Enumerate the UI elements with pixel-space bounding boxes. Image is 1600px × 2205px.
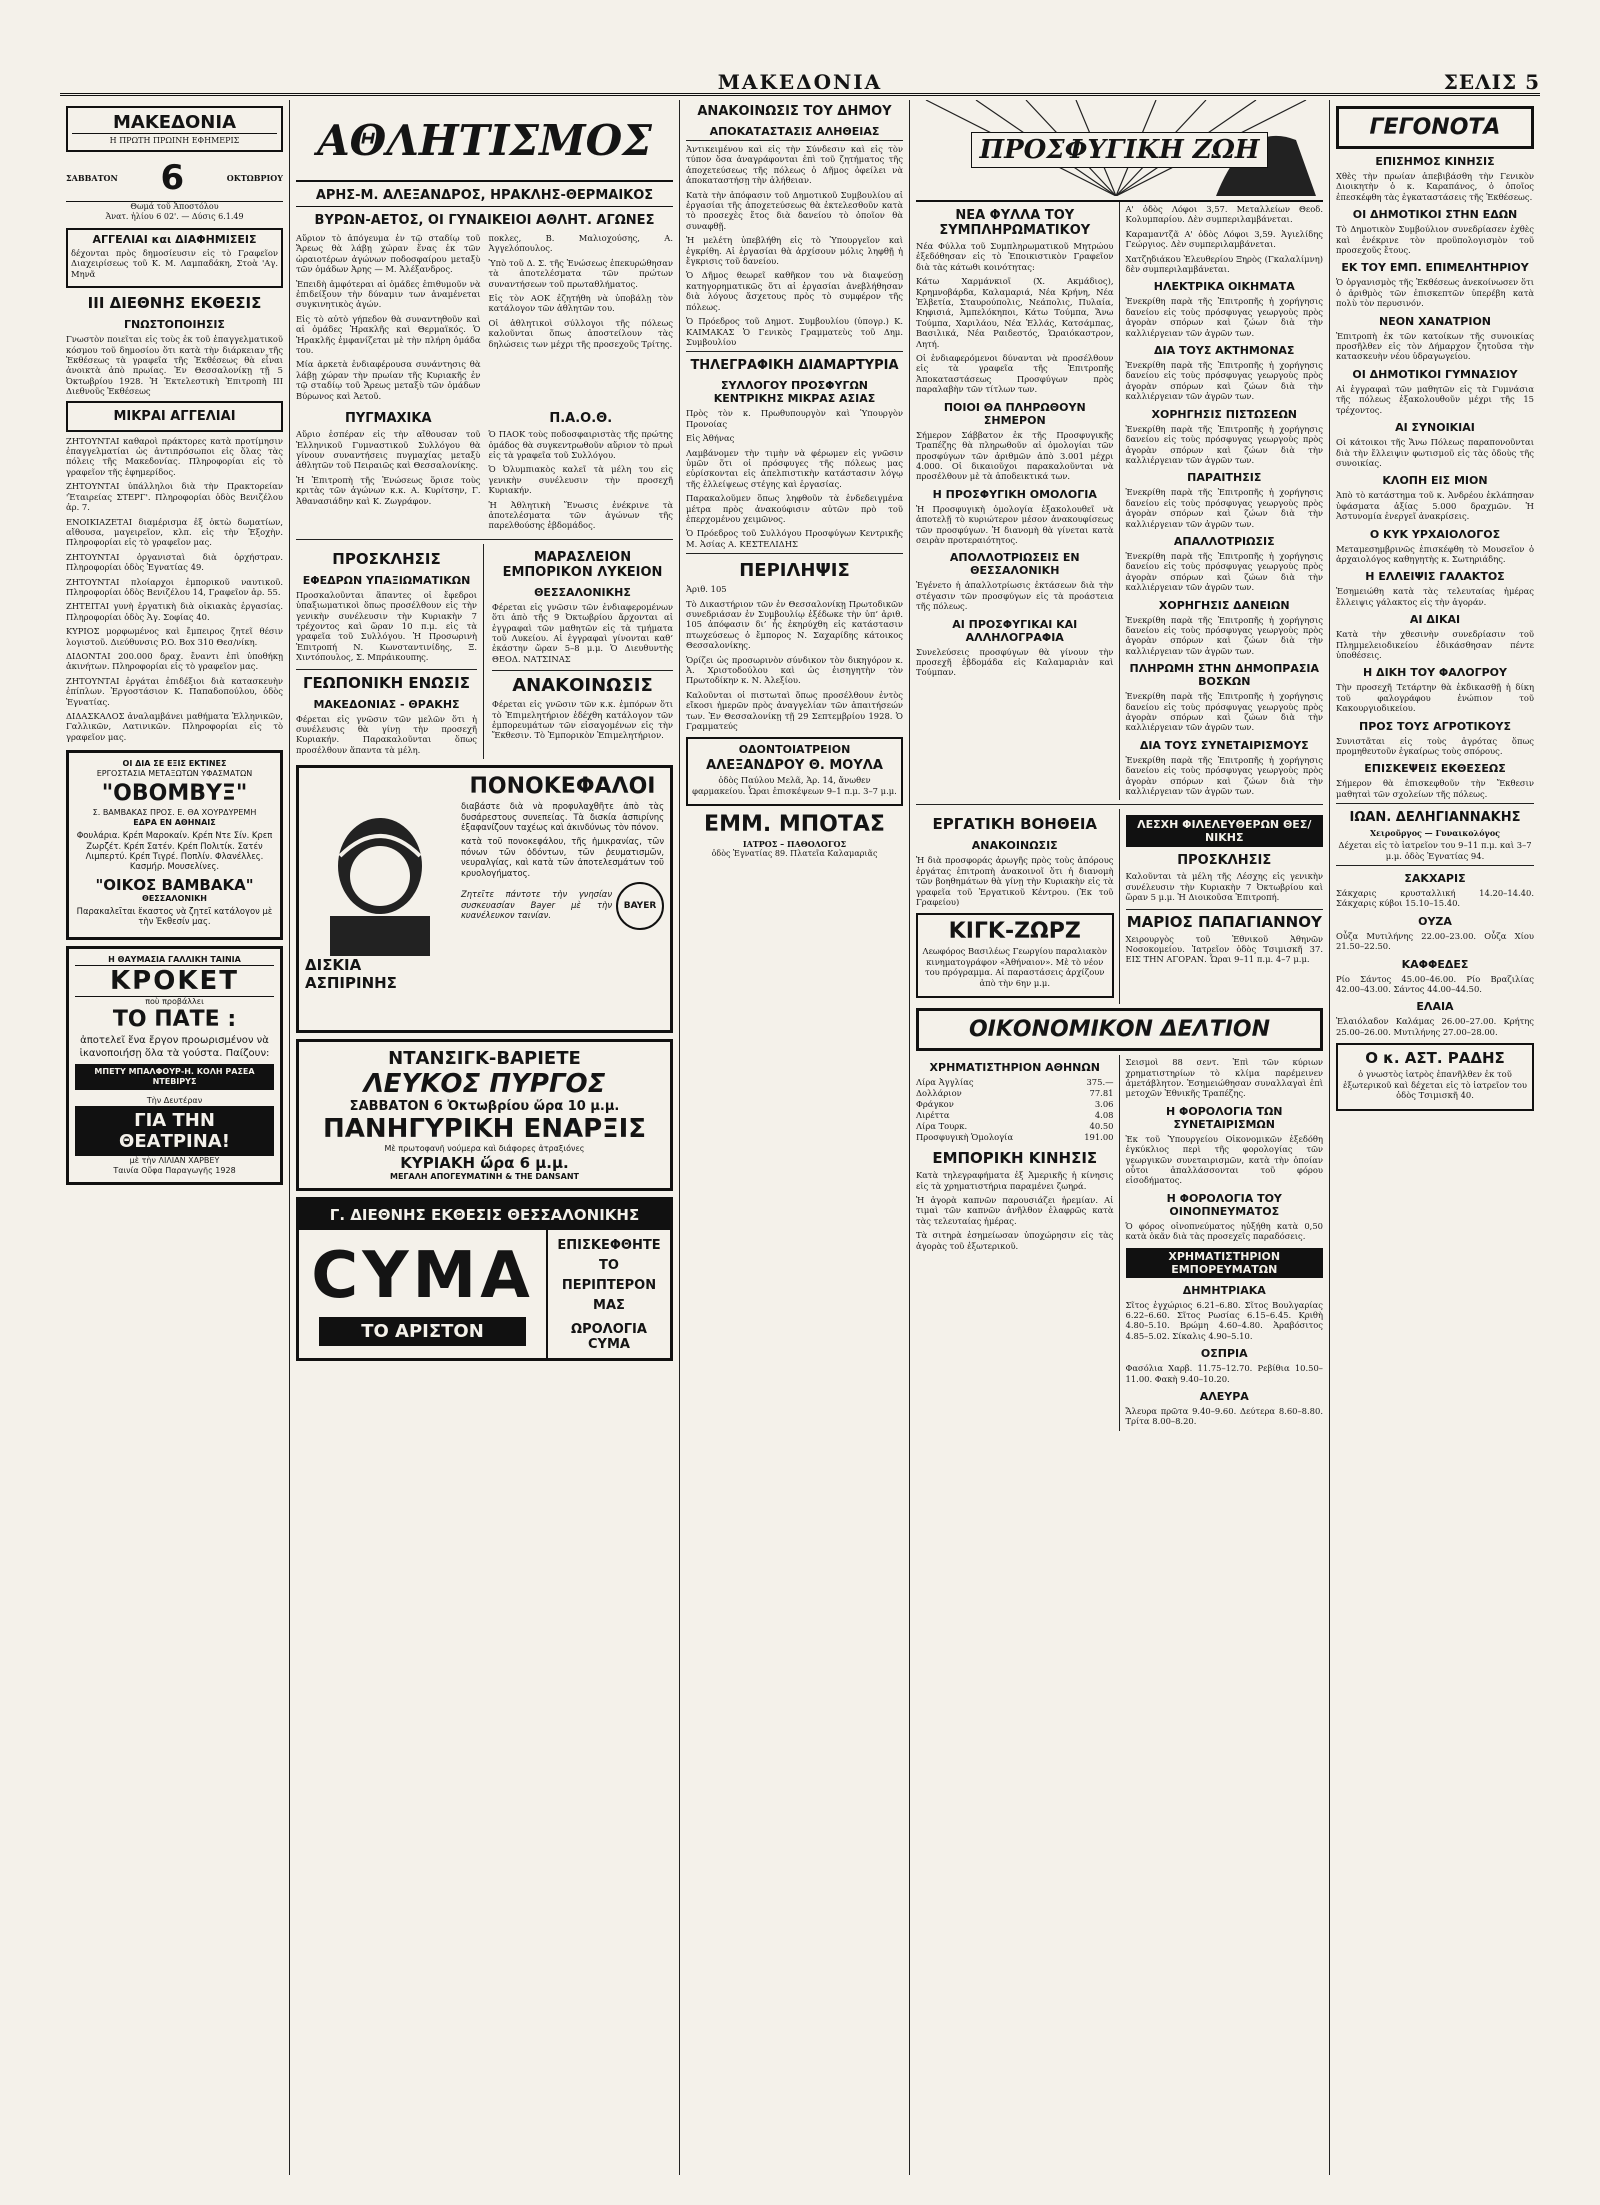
cyma-ad-brand: CYMA xyxy=(311,1238,534,1313)
dancing-ad xyxy=(296,1039,673,1191)
refugee-notice-title: ΠΛΗΡΩΜΗ ΣΤΗΝ ΔΗΜΟΠΡΑΣΙΑ ΒΟΣΚΩΝ xyxy=(1129,662,1319,689)
radis-text: ὁ γνωστὸς ἰατρὸς ἐπανῆλθεν ἐκ τοῦ ἐξωτερικοῦ καὶ δέχεται εἰς τὸ ἰατρεῖον του ὁδὸς Τσιμισκῆ 40. xyxy=(1342,1069,1527,1101)
refugee-notice-title: ΧΟΡΗΓΗΣΙΣ ΠΙΣΤΩΣΕΩΝ xyxy=(1151,407,1298,421)
expropriations-text: Ἐγένετο ἡ ἀπαλλοτρίωσις ἐκτάσεων διὰ τὴν στέγασιν τῶν προσφύγων εἰς τὰ προάστεια τῆς πόλεως. xyxy=(916,580,1114,612)
sports-text-right xyxy=(489,231,674,405)
date-number: 6 xyxy=(160,158,185,198)
film-ad-next-title: ΓΙΑ ΤΗΝ ΘΕΑΤΡΙΝΑ! xyxy=(75,1106,274,1156)
market-section xyxy=(492,544,673,759)
exchange-title: ΧΡΗΜΑΤΙΣΤΗΡΙΟΝ ΑΘΗΝΩΝ xyxy=(929,1061,1100,1075)
flour-title: ΑΛΕΥΡΑ xyxy=(1199,1390,1249,1403)
ads-note-title: ΑΓΓΕΛΙΑΙ και ΔΙΑΦΗΜΙΣΕΙΣ xyxy=(92,233,257,246)
sports-text-left xyxy=(296,231,481,405)
exchange-row xyxy=(916,1110,1114,1121)
exchange-row xyxy=(916,1099,1114,1110)
telegram-paragraph: Λαμβάνομεν τὴν τιμὴν νὰ φέρωμεν εἰς γνῶσιν ὑμῶν ὅτι οἱ πρόσφυγες τῆς πόλεως μας εὑρίσκονται εἰς ἀπελπιστικὴν κατάστασιν λόγῳ τῆς ἐλλείψεως στέγης καὶ ἐργασίας. xyxy=(686,447,903,489)
lyceum-title: ΜΑΡΑΣΛΕΙΟΝ ΕΜΠΟΡΙΚΟΝ ΛΥΚΕΙΟΝ xyxy=(502,549,663,580)
refugee-notice-text: Ἐνεκρίθη παρὰ τῆς Ἐπιτροπῆς ἡ χορήγησις δανείου εἰς τοὺς πρόσφυγας γεωργοὺς πρὸς ἀγορὰν σπόρων καὶ ζώων διὰ τὴν καλλιέργειαν τῶν ἀγρῶν των. xyxy=(1125,487,1323,529)
film-ad-text: ἀποτελεῖ ἕνα ἔργον προωρισμένον νὰ ἱκανοποιήσῃ ὅλα τὰ γούστα. Παίζουν: xyxy=(79,1034,270,1059)
financial-bulletin-header: ΟΙΚΟΝΟΜΙΚΟΝ ΔΕΛΤΙΟΝ xyxy=(916,1008,1323,1051)
price-item-title: ΚΑΦΦΕΔΕΣ xyxy=(1401,957,1469,971)
news-item-title: ΑΙ ΣΥΝΟΙΚΙΑΙ xyxy=(1395,421,1475,435)
saint-day: Θωμά τοῦ Ἀποστόλου xyxy=(130,202,219,211)
price-item-title: ΕΛΑΙΑ xyxy=(1416,1000,1454,1014)
telegram-paragraph: Παρακαλοῦμεν ὅπως ληφθοῦν τὰ ἐνδεδειγμένα μέτρα πρὸς ἀνακούφισιν αὐτῶν πρὸ τοῦ ἐπερχομένου χειμῶνος. xyxy=(686,493,903,524)
news-item-text: Ἐσημειώθη κατὰ τὰς τελευταίας ἡμέρας ἔλλειψις γάλακτος εἰς τὴν ἀγοράν. xyxy=(1336,586,1534,607)
sports-headline-2: ΒΥΡΩΝ-ΑΕΤΟΣ, ΟΙ ΓΥΝΑΙΚΕΙΟΙ ΑΘΛΗΤ. ΑΓΩΝΕΣ xyxy=(314,213,655,228)
commerce-title: ΕΜΠΟΡΙΚΗ ΚΙΝΗΣΙΣ xyxy=(932,1149,1098,1168)
deligiannakis-address: Δέχεται εἰς τὸ ἰατρεῖον του 9–11 π.μ. καὶ 3–7 μ.μ. ὁδὸς Ἐγνατίας 94. xyxy=(1338,840,1532,861)
page-number: ΣΕΛΙΣ 5 xyxy=(1443,70,1540,94)
refugee-correspondence-text: Συνελεύσεις προσφύγων θὰ γίνουν τὴν προσεχῆ ἑβδομάδα εἰς Καλαμαριὰν καὶ Τούμπαν. xyxy=(916,646,1114,678)
boxing-title: ΠΥΓΜΑΧΙΚΑ xyxy=(344,411,432,427)
column-2 xyxy=(290,100,680,2175)
classified-ad: ΖΗΤΟΥΝΤΑΙ ἐργάται ἐπιδέξιοι διὰ κατασκευὴν ἐπίπλων. Ἐργοστάσιον Κ. Παπαδοπούλου, ὁδὸς Ἐγνατίας. xyxy=(66,675,283,707)
news-item-text: Ἀπὸ τὸ κατάστημα τοῦ κ. Ἀνδρέου ἐκλάπησαν ὑφάσματα ἀξίας 5.000 δραχμῶν. Ἡ Ἀστυνομία ἐνεργεῖ ἀνακρίσεις. xyxy=(1336,490,1534,522)
refugee-notice-title: ΧΟΡΗΓΗΣΙΣ ΔΑΝΕΙΩΝ xyxy=(1158,598,1290,612)
boxing-paragraph: Αὔριο ἑσπέραν εἰς τὴν αἴθουσαν τοῦ Ἑλληνικοῦ Γυμναστικοῦ Συλλόγου θὰ γίνουν συναντήσεις πυγμαχίας μεταξὺ ἀθλητῶν τοῦ Πειραιῶς καὶ Θεσσαλονίκης. xyxy=(296,429,481,471)
municipal-paragraph: Ὁ Πρόεδρος τοῦ Δημοτ. Συμβουλίου (ὑπογρ.) Κ. ΚΑΙΜΑΚΑΣ Ὁ Γενικὸς Γραμματεὺς τοῦ Δημ. Συμβουλίου xyxy=(686,316,903,347)
refugee-notices xyxy=(1126,280,1324,796)
telegram-paragraph: Πρὸς τὸν κ. Πρωθυπουργὸν καὶ Ὑπουργὸν Προνοίας xyxy=(686,408,903,429)
lyceum-subtitle: ΘΕΣΣΑΛΟΝΙΚΗΣ xyxy=(534,585,631,599)
news-item-text: Σήμερον θὰ ἐπισκεφθοῦν τὴν Ἔκθεσιν μαθηταὶ τῶν σχολείων τῆς πόλεως. xyxy=(1336,778,1534,799)
sports-headline-1: ΑΡΗΣ-Μ. ΑΛΕΞΑΝΔΡΟΣ, ΗΡΑΚΛΗΣ-ΘΕΡΜΑΙΚΟΣ xyxy=(296,188,673,207)
exchange-row xyxy=(916,1077,1114,1088)
exchange-currency: Λιρέττα xyxy=(916,1110,950,1121)
pao-section xyxy=(489,405,674,535)
commerce-paragraph: Τὰ σιτηρὰ ἐσημείωσαν ὑποχώρησιν εἰς τὰς ἀγορὰς τοῦ ἐξωτερικοῦ. xyxy=(916,1230,1114,1251)
paper-tagline: Η ΠΡΩΤΗ ΠΡΩΙΝΗ ΕΦΗΜΕΡΙΣ xyxy=(72,133,277,146)
refugee-section xyxy=(916,202,1323,800)
telegram-subtitle: ΣΥΛΛΟΓΟΥ ΠΡΟΣΦΥΓΩΝ ΚΕΝΤΡΙΚΗΣ ΜΙΚΡΑΣ ΑΣΙΑΣ xyxy=(713,379,876,406)
geo-title: ΓΕΩΠΟΝΙΚΗ ΕΝΩΣΙΣ xyxy=(296,669,477,692)
new-leaves-text-right xyxy=(1126,204,1324,274)
classified-ad: ΚΥΡΙΟΣ μορφωμένος καὶ ἔμπειρος ζητεῖ θέσιν λογιστοῦ. Διεύθυνσις P.O. Box 310 Θεσ/νίκη. xyxy=(66,626,283,647)
new-leaves-paragraph: Νέα Φύλλα τοῦ Συμπληρωματικοῦ Μητρώου ἐξεδόθησαν εἰς τὸ Ἐποικιστικὸν Γραφεῖον διὰ τὰς κάτωθι κοινότητας: xyxy=(916,241,1114,272)
news-item-text: Κατὰ τὴν χθεσινὴν συνεδρίασιν τοῦ Πλημμελειοδικείου ἐδικάσθησαν πέντε ὑποθέσεις. xyxy=(1336,629,1534,660)
lyceum-text: Φέρεται εἰς γνῶσιν τῶν ἐνδιαφερομένων ὅτι ἀπὸ τῆς 9 Ὀκτωβρίου ἄρχονται αἱ ἐγγραφαὶ τῶν μαθητῶν εἰς τὰ τμήματα τοῦ Λυκείου. Αἱ ἐγγραφαὶ γίνονται καθ’ ἑκάστην ὥραν 5–8 μ.μ. Ὁ Διευθυντὴς ΘΕΟΔ. ΝΑΤΣΙΝΑΣ xyxy=(492,601,673,664)
boxing-section xyxy=(296,405,481,535)
cyma-ad xyxy=(296,1197,673,1361)
news-item-text: Χθὲς τὴν πρωίαν ἀπεβιβάσθη τὴν Γενικὸν Διοικητὴν ὁ κ. Καραπάνος, ὁ ὁποῖος ἐπεσκέφθη τὰς ἐγκαταστάσεις τῆς Ἐκθέσεως. xyxy=(1336,171,1534,202)
ads-note-box xyxy=(66,228,283,288)
pao-paragraph: Ὁ Ὀλυμπιακὸς καλεῖ τὰ μέλη του εἰς γενικὴν συνέλευσιν τὴν προσεχῆ Κυριακήν. xyxy=(488,464,673,496)
film-ad xyxy=(66,946,283,1185)
date-box xyxy=(66,158,283,202)
municipal-paragraph: Κατὰ τὴν ἀπόφασιν τοῦ Δημοτικοῦ Συμβουλίου αἱ ἐργασίαι τῆς ἀποχετεύσεως θὰ ἐκτελεσθοῦν κατὰ τὸ προσεχὲς ἔτος διὰ δανείου τὸ ὁποῖον θὰ συναφθῇ. xyxy=(686,189,903,231)
new-leaves-paragraph: Καραμαντζᾶ Α' ὁδὸς Λόφοι 3,59. Ἀγιελίδης Γεώργιος. Δὲν συμπεριλαμβάνεται. xyxy=(1125,228,1323,250)
silk-ad-line4: ΕΔΡΑ ΕΝ ΑΘΗΝΑΙΣ xyxy=(133,818,216,828)
municipal-announcement-text xyxy=(686,144,903,347)
summary-title: ΠΕΡΙΛΗΨΙΣ xyxy=(739,560,850,582)
news-header: ΓΕΓΟΝΟΤΑ xyxy=(1336,106,1534,149)
bayer-cross-icon: BAYER xyxy=(616,882,664,930)
refugee-notice-text: Ἐνεκρίθη παρὰ τῆς Ἐπιτροπῆς ἡ χορήγησις δανείου εἰς τοὺς πρόσφυγας γεωργοὺς πρὸς ἀγορὰν σπόρων καὶ ζώων διὰ τὴν καλλιέργειαν τῶν ἀγρῶν των. xyxy=(1125,360,1323,402)
dancing-ad-event: ΠΑΝΗΓΥΡΙΚΗ ΕΝΑΡΞΙΣ xyxy=(322,1114,647,1145)
price-item-text: Οὖζα Μυτιλήνης 22.00–23.00. Οὖζα Χίου 21.50–22.50. xyxy=(1336,930,1534,952)
refugee-notice-text: Ἐνεκρίθη παρὰ τῆς Ἐπιτροπῆς ἡ χορήγησις δανείου εἰς τοὺς πρόσφυγας γεωργοὺς πρὸς ἀγορὰν σπόρων καὶ ζώων διὰ τὴν καλλιέργειαν τῶν ἀγρῶν των. xyxy=(1125,691,1323,733)
classified-ad: ΖΗΤΟΥΝΤΑΙ πλοίαρχοι ἐμπορικοῦ ναυτικοῦ. Πληροφορίαι ὁδὸς Βενιζέλου 14, Γραφεῖον ἀρ. 55. xyxy=(66,576,283,597)
commerce-paragraph: Κατὰ τηλεγραφήματα ἐξ Ἀμερικῆς ἡ κίνησις εἰς τὰ χρηματιστήρια παραμένει ζωηρά. xyxy=(916,1170,1114,1191)
exchange-currency: Φράγκον xyxy=(916,1099,954,1110)
announcement-title: ΑΝΑΚΟΙΝΩΣΙΣ xyxy=(492,670,673,696)
exchange-rate: 375.— xyxy=(1086,1077,1114,1088)
exchange-table xyxy=(916,1077,1114,1143)
aspirin-ad-copy xyxy=(461,774,664,1024)
film-ad-venue: ΤΟ ΠΑΤΕ : xyxy=(112,1006,237,1032)
today-payments-text: Σήμερον Σάββατον ἐκ τῆς Προσφυγικῆς Τραπέζης θὰ πληρωθοῦν αἱ ὁμολογίαι τῶν προσφύγων τῶν ἀριθμῶν ἀπὸ 3.001 μέχρι 4.000. Οἱ δικαιοῦχοι παρακαλοῦνται νὰ προσέλθουν μὲ τὰ ἀποδεικτικά των. xyxy=(916,429,1114,482)
dancing-ad-sunday: ΚΥΡΙΑΚΗ ὥρα 6 μ.μ. xyxy=(400,1154,569,1173)
exchange-currency: Λίρα Ἀγγλίας xyxy=(916,1077,974,1088)
king-george-title: ΚΙΓΚ-ΖΩΡΖ xyxy=(948,919,1081,945)
sports-paragraph: Εἰς τὸ αὐτὸ γήπεδον θὰ συναντηθοῦν καὶ αἱ ὁμάδες Ἡρακλῆς καὶ Θερμαϊκός. Ὁ Ἡρακλῆς ἐμφανίζεται μὲ τὴν πλήρη ὁμάδα του. xyxy=(296,313,481,356)
pao-title: Π.Α.Ο.Θ. xyxy=(549,411,613,427)
silk-ad-line1: ΟΙ ΔΙΑ ΣΕ ΕΞΙΣ ΕΚΤΙΝΕΣ xyxy=(122,759,227,769)
refugee-notice-title: ΗΛΕΚΤΡΙΚΑ ΟΙΚΗΜΑΤΑ xyxy=(1153,280,1295,294)
refugee-notice-title: ΑΠΑΛΛΟΤΡΙΩΣΙΣ xyxy=(1173,534,1275,548)
doctor-ad xyxy=(686,812,903,859)
news-item-title: ΟΙ ΔΗΜΟΤΙΚΟΙ ΓΥΜΝΑΣΙΟΥ xyxy=(1352,367,1518,381)
column-5 xyxy=(1330,100,1540,2175)
cyma-ad-header: Γ. ΔΙΕΘΝΗΣ ΕΚΘΕΣΙΣ ΘΕΣΣΑΛΟΝΙΚΗΣ xyxy=(299,1200,670,1230)
sun-times: Ἀνατ. ἡλίου 6 02'. — Δύσις 6.1.49 xyxy=(105,212,244,221)
price-item-title: ΟΥΖΑ xyxy=(1418,914,1452,928)
date-day: ΣΑΒΒΑΤΟΝ xyxy=(66,173,118,183)
aspirin-ad-illustration xyxy=(305,774,455,1024)
cereals-text: Σῖτος ἐγχώριος 6.21–6.80. Σῖτος Βουλγαρίας 6.22–6.60. Σῖτος Ρωσίας 6.15–6.45. Κριθὴ 4.80–5.10. Βρώμη 4.60–4.80. Ἀραβόσιτος 4.85–5.02. Σίκαλις 4.90–5.10. xyxy=(1125,1299,1323,1341)
news-item-title: ΕΠΙΣΗΜΟΣ ΚΙΝΗΣΙΣ xyxy=(1375,155,1495,168)
refugee-notice-text: Ἐνεκρίθη παρὰ τῆς Ἐπιτροπῆς ἡ χορήγησις δανείου εἰς τοὺς πρόσφυγας γεωργοὺς πρὸς ἀγορὰν σπόρων καὶ ζώων διὰ τὴν καλλιέργειαν τῶν ἀγρῶν των. xyxy=(1125,754,1323,797)
summary-paragraph: Ἀριθ. 105 xyxy=(686,584,727,595)
telegram-text xyxy=(686,408,903,549)
refugee-bond-text: Ἡ Προσφυγικὴ ὁμολογία ἐξακολουθεῖ νὰ ἀποτελῇ τὸ κυριώτερον μέσον ἀνακουφίσεως τῶν προσφύγων. Ἡ διανομὴ θὰ γίνεται κατὰ σειρὰν προτεραιότητος. xyxy=(916,503,1114,545)
aspirin-ad-slogan: Ζητεῖτε πάντοτε τὴν γνησίαν συσκευασίαν Bayer μὲ τὴν κυανέλευκον ταινίαν. xyxy=(461,889,612,921)
summary-paragraph: Τὸ Δικαστήριον τῶν ἐν Θεσσαλονίκῃ Πρωτοδικῶν συνεδριάσαν ἐν Συμβουλίῳ ἐξέδωκε τὴν ὑπ’ ἀριθ. 105 ἀπόφασιν δι’ ἧς ἐκηρύχθη εἰς κατάστασιν πτωχεύσεως ὁ ἔμπορος Ν. Σαχαρίδης κάτοικος Θεσσαλονίκης. xyxy=(686,598,903,651)
exchange-rate: 77.81 xyxy=(1089,1088,1114,1099)
dentist-name: ΑΛΕΞΑΝΔΡΟΥ Θ. ΜΟΥΛΑ xyxy=(706,758,883,774)
refugee-notice-text: Ἐνεκρίθη παρὰ τῆς Ἐπιτροπῆς ἡ χορήγησις δανείου εἰς τοὺς πρόσφυγας γεωργοὺς πρὸς ἀγορὰν σπόρων καὶ ζώων διὰ τὴν καλλιέργειαν τῶν ἀγρῶν των. xyxy=(1125,423,1323,465)
masthead-title: ΜΑΚΕΔΟΝΙΑ xyxy=(717,69,883,94)
geo-subtitle: ΜΑΚΕΔΟΝΙΑΣ - ΘΡΑΚΗΣ xyxy=(313,697,460,711)
municipal-announcement-sub: ΑΠΟΚΑΤΑΣΤΑΣΙΣ ΑΛΗΘΕΙΑΣ xyxy=(686,125,903,141)
classified-ad: ΖΗΤΟΥΝΤΑΙ ὑπάλληλοι διὰ τὴν Πρακτορείαν 'Ἐταιρείας ΣΤΕΡΓ'. Πληροφορίαι ὁδὸς Βενιζέλου ἀρ. 7. xyxy=(66,481,283,513)
sports-paragraph: Ὑπὸ τοῦ Δ. Σ. τῆς Ἑνώσεως ἐπεκυρώθησαν τὰ ἀποτελέσματα τῶν πρώτων συναντήσεων τοῦ πρωταθλήματος. xyxy=(488,257,673,289)
price-item-text: Ρίο Σάντος 45.00–46.00. Ρίο Βραζιλίας 42.00–43.00. Σάντος 44.00–44.50. xyxy=(1336,973,1534,995)
cyma-ad-best: ΤΟ ΑΡΙΣΤΟΝ xyxy=(319,1317,526,1346)
spirits-tax-text: Ὁ φόρος οἰνοπνεύματος ηὐξήθη κατὰ 0,50 κατὰ ὀκᾶν διὰ τὰς προσεχεῖς παραδόσεις. xyxy=(1125,1220,1323,1242)
cyma-ad-watches: ΩΡΟΛΟΓΙΑ CYMA xyxy=(571,1322,647,1353)
exchange-rate: 3.06 xyxy=(1094,1099,1114,1110)
legumes-text: Φασόλια Χαρβ. 11.75–12.70. Ρεβίθια 10.50–11.00. Φακὴ 9.40–10.20. xyxy=(1125,1363,1323,1384)
coop-tax-title: Η ΦΟΡΟΛΟΓΙΑ ΤΩΝ ΣΥΝΕΤΑΙΡΙΣΜΩΝ xyxy=(1165,1104,1283,1131)
dentist-address: ὁδὸς Παύλου Μελᾶ, Ἀρ. 14, ἄνωθεν φαρμακείου. Ὧραι ἐπισκέψεων 9–1 π.μ. 3–7 μ.μ. xyxy=(692,775,897,796)
liberals-club-subtitle: ΠΡΟΣΚΛΗΣΙΣ xyxy=(1177,853,1272,869)
column-4 xyxy=(910,100,1330,2175)
aspirin-ad xyxy=(296,765,673,1033)
silk-ad-city: ΘΕΣΣΑΛΟΝΙΚΗ xyxy=(142,893,207,903)
silk-factory-ad xyxy=(66,750,283,939)
doctor-name: ΕΜΜ. ΜΠΟΤΑΣ xyxy=(704,812,885,838)
film-ad-title: ΚΡΟΚΕΤ xyxy=(75,965,274,997)
dentist-title: ΟΔΟΝΤΟΙΑΤΡΕΙΟΝ xyxy=(738,743,851,757)
refugee-bond-title: Η ΠΡΟΣΦΥΓΙΚΗ ΟΜΟΛΟΓΙΑ xyxy=(932,487,1097,501)
aspirin-ad-text: διαβάστε διὰ νὰ προφυλαχθῆτε ἀπὸ τὰς δυσάρεστους συνεπείας. Τὰ δισκία ἀσπιρίνης ἐξαφανίζουν ταχέως καὶ ἀκινδύνως τὸν πόνον. xyxy=(461,801,664,833)
refugee-notice-text: Ἐνεκρίθη παρὰ τῆς Ἐπιτροπῆς ἡ χορήγησις δανείου εἰς τοὺς πρόσφυγας γεωργοὺς πρὸς ἀγορὰν σπόρων καὶ ζώων διὰ τὴν καλλιέργειαν τῶν ἀγρῶν των. xyxy=(1125,296,1323,338)
invitation-text: Προσκαλοῦνται ἅπαντες οἱ ἔφεδροι ὑπαξιωματικοὶ ὅπως προσέλθουν εἰς τὴν γενικὴν συνέλευσιν τὴν Κυριακὴν 7 τρέχοντος καὶ ὥραν 10 π.μ. εἰς τὰ γραφεῖα τοῦ Συλλόγου. Ἡ Προσωρινὴ Ἐπιτροπή Ν. Κωνσταντινίδης, Ξ. Χιντόπουλος, Σ. Μπράικουπης. xyxy=(296,589,477,663)
summary-paragraph: Καλοῦνται οἱ πιστωταὶ ὅπως προσέλθουν ἐντὸς εἴκοσι ἡμερῶν πρὸς ἀναγγελίαν τῶν ἀπαιτήσεών των. Ἐν Θεσσαλονίκῃ τῇ 29 Σεπτεμβρίου 1928. Ὁ Γραμματεύς xyxy=(686,689,903,732)
notices-row xyxy=(296,544,673,759)
aspirin-ad-title: ΠΟΝΟΚΕΦΑΛΟΙ xyxy=(469,774,656,800)
news-item-title: ΚΛΟΠΗ ΕΙΣ ΜΙΟΝ xyxy=(1382,474,1488,488)
summary-text xyxy=(686,584,903,731)
news-item-title: ΝΕΟΝ ΧΑΝΑΤΡΙΟΝ xyxy=(1378,314,1492,328)
film-ad-sub: ποὺ προβάλλει xyxy=(145,996,204,1006)
telegram-paragraph: Ὁ Πρόεδρος τοῦ Συλλόγου Προσφύγων Κεντρικῆς Μ. Ἀσίας Α. ΚΕΣΤΕΛΙΔΗΣ xyxy=(686,528,903,549)
cereals-title: ΔΗΜΗΤΡΙΑΚΑ xyxy=(1182,1283,1266,1297)
radis-name: Ο κ. ΑΣΤ. ΡΑΔΗΣ xyxy=(1365,1049,1505,1068)
column-1 xyxy=(60,100,290,2175)
silk-ad-brand: "ΟΒΟΜΒΥΞ" xyxy=(101,781,248,807)
exchange-currency: Προσφυγικὴ Ὁμολογία xyxy=(916,1132,1014,1143)
dentist-ad xyxy=(686,737,903,806)
marios-text: Χειρουργὸς τοῦ Ἐθνικοῦ Ἀθηνῶν Νοσοκομείου. Ἰατρεῖον ὁδὸς Τσιμισκῆ 37. ΕΙΣ ΤΗΝ ΑΓΟΡΑΝ. Ὧραι 9–11 π.μ. 4–7 μ.μ. xyxy=(1125,933,1323,965)
sports-paragraph: Εἰς τὸν ΑΟΚ ἐζητήθη νὰ ὑποβάλῃ τὸν κατάλογον τῶν ἀθλητῶν του. xyxy=(488,293,673,314)
classified-ad: ΔΙΔΟΝΤΑΙ 200.000 δραχ. ἔναντι ἐπὶ ὑποθήκῃ ἀκινήτων. Πληροφορίαι εἰς τὸ γραφεῖον μας. xyxy=(66,650,283,672)
silk-ad-shop: "ΟΙΚΟΣ ΒΑΜΒΑΚΑ" xyxy=(95,875,254,894)
announcement-text: Φέρεται εἰς γνῶσιν τῶν κ.κ. ἐμπόρων ὅτι τὸ Ἐπιμελητήριον ἐδέχθη κατάλογον τῶν ἐμπορευμάτων τῶν εἰσαγομένων εἰς τὴν Ἔκθεσιν. Τὸ Ἐμπορικὸν Ἐπιμελητήριον. xyxy=(492,699,673,741)
refugee-life-logo xyxy=(916,100,1323,202)
marios-title: ΜΑΡΙΟΣ ΠΑΠΑΓΙΑΝΝΟΥ xyxy=(1126,909,1324,931)
liberals-club-text: Καλοῦνται τὰ μέλη τῆς Λέσχης εἰς γενικὴν συνέλευσιν τὴν Κυριακὴν 7 Ὀκτωβρίου καὶ ὥραν 5 μ.μ. Ἡ Διοικοῦσα Ἐπιτροπή. xyxy=(1125,871,1323,903)
municipal-paragraph: Ὁ Δῆμος θεωρεῖ καθῆκον του νὰ διαψεύσῃ κατηγορηματικῶς ὅτι αἱ ἐργασίαι ἀνεβλήθησαν διὰ λόγους ἄσχετους πρὸς τὸ συμφέρον τῆς πόλεως. xyxy=(686,270,903,312)
invitation-subtitle: ΕΦΕΔΡΩΝ ΥΠΑΞΙΩΜΑΤΙΚΩΝ xyxy=(302,573,471,587)
financial-section xyxy=(916,1055,1323,1431)
telegram-paragraph: Εἰς Ἀθήνας xyxy=(686,433,735,444)
pao-text xyxy=(489,429,674,531)
expo-subtitle: ΓΝΩΣΤΟΠΟΙΗΣΙΣ xyxy=(124,318,225,332)
summary-paragraph: Ὁρίζει ὡς προσωρινὸν σύνδικον τὸν δικηγόρον κ. Ἀ. Χριστοδούλου καὶ ὡς ἐισηγητὴν τὸν Πρωτοδίκην κ. Ν. Ἀλεξίου. xyxy=(686,654,903,686)
exchange-row xyxy=(916,1121,1114,1132)
cyma-ad-visit: ΕΠΙΣΚΕΦΘΗΤΕ ΤΟ ΠΕΡΙΠΤΕΡΟΝ ΜΑΣ xyxy=(557,1238,661,1314)
film-ad-next-note: Ταινία Οὔφα Παραγωγῆς 1928 xyxy=(113,1165,236,1175)
deligiannakis-specialty: Χειροῦργος — Γυναικολόγος xyxy=(1369,828,1501,839)
film-ad-next-cast: μὲ τὴν ΛΙΛΙΑΝ ΧΑΡΒΕΥ xyxy=(129,1155,220,1165)
geo-text: Φέρεται εἰς γνῶσιν τῶν μελῶν ὅτι ἡ συνέλευσις θὰ γίνῃ τὴν προσεχῆ Κυριακήν. Παρακαλοῦνται ὅπως προσέλθουν ἅπαντα τὰ μέλη. xyxy=(296,713,477,755)
exchange-rate: 191.00 xyxy=(1084,1132,1114,1143)
news-item-title: ΕΠΙΣΚΕΨΕΙΣ ΕΚΘΕΣΕΩΣ xyxy=(1364,762,1506,776)
refugee-notice-title: ΠΑΡΑΙΤΗΣΙΣ xyxy=(1187,471,1262,485)
radis-notice xyxy=(1336,1043,1534,1110)
doctor-address: ὁδὸς Ἐγνατίας 89. Πλατεῖα Καλαμαριᾶς xyxy=(711,849,878,859)
classified-ad: ΕΝΟΙΚΙΑΖΕΤΑΙ διαμέρισμα ἐξ ὀκτὼ δωματίων, αἴθουσα, μαγειρεῖον, κλπ. εἰς τὴν Ἐξοχὴν. Πληροφορίαι εἰς τὸ γραφεῖον μας. xyxy=(66,516,283,548)
film-ad-cast: ΜΠΕΤΥ ΜΠΑΛΦΟΥΡ-Η. ΚΟΛΗ ΡΑΣΕΑ ΝΤΕΒΙΡΥΣ xyxy=(75,1064,274,1090)
refugee-life-title: ΠΡΟΣΦΥΓΙΚΗ ΖΩΗ xyxy=(971,132,1269,168)
news-item-text: Ὁ ὀργανισμὸς τῆς Ἐκθέσεως ἀνεκοίνωσεν ὅτι ὁ ἀριθμὸς τῶν ἐπισκεπτῶν ὑπερέβη κατὰ πολὺ τὸν περυσινόν. xyxy=(1336,277,1534,309)
film-ad-line: Η ΘΑΥΜΑΣΙΑ ΓΑΛΛΙΚΗ ΤΑΙΝΙΑ xyxy=(108,954,241,964)
workers-aid-subtitle: ΑΝΑΚΟΙΝΩΣΙΣ xyxy=(971,839,1058,853)
price-item-text: Σάκχαρις κρυσταλλική 14.20–14.40. Σάκχαρις κύβοι 15.10–15.40. xyxy=(1336,888,1534,909)
spirits-tax-title: Η ΦΟΡΟΛΟΓΙΑ ΤΟΥ ΟΙΝΟΠΝΕΥΜΑΤΟΣ xyxy=(1166,1191,1282,1218)
classified-ad: ΔΙΔΑΣΚΑΛΟΣ ἀναλαμβάνει μαθήματα Ἑλληνικῶν, Γαλλικῶν, Λατινικῶν. Πληροφορίαι εἰς τὸ γραφεῖον μας. xyxy=(66,711,283,742)
news-items xyxy=(1336,155,1534,799)
news-item-text: Αἱ ἐγγραφαὶ τῶν μαθητῶν εἰς τὰ Γυμνάσια τῆς πόλεως ἐξακολουθοῦν μέχρι τῆς 15 τρέχοντος. xyxy=(1336,383,1534,415)
dancing-ad-name: ΝΤΑΝΣΙΓΚ-ΒΑΡΙΕΤΕ xyxy=(388,1048,581,1070)
refugee-correspondence-title: ΑΙ ΠΡΟΣΦΥΓΙΚΑΙ ΚΑΙ ΑΛΛΗΛΟΓΡΑΦΙΑ xyxy=(952,617,1078,644)
aspirin-ad-brand: ΔΙΣΚΙΑ ΑΣΠΙΡΙΝΗΣ xyxy=(305,956,397,993)
today-payments-title: ΠΟΙΟΙ ΘΑ ΠΛΗΡΩΘΟΥΝ ΣΗΜΕΡΟΝ xyxy=(943,400,1086,427)
exchange-currency: Δολλάριον xyxy=(916,1088,962,1099)
news-item-title: ΕΚ ΤΟΥ ΕΜΠ. ΕΠΙΜΕΛΗΤΗΡΙΟΥ xyxy=(1341,261,1529,275)
news-item-title: ΟΙ ΔΗΜΟΤΙΚΟΙ ΣΤΗΝ ΕΔΩΝ xyxy=(1352,208,1518,222)
commodities-title: ΧΡΗΜΑΤΙΣΤΗΡΙΟΝ ΕΜΠΟΡΕΥΜΑΤΩΝ xyxy=(1126,1248,1324,1278)
headache-man-icon xyxy=(310,806,450,956)
expropriations-title: ΑΠΟΛΛΟΤΡΙΩΣΕΙΣ ΕΝ ΘΕΣΣΑΛΟΝΙΚΗ xyxy=(949,551,1080,578)
news-item-title: ΑΙ ΔΙΚΑΙ xyxy=(1409,613,1461,627)
news-item-text: Τὴν προσεχῆ Τετάρτην θὰ ἐκδικασθῇ ἡ δίκη τοῦ φαλογράφου ἐνώπιον τοῦ Κακουργιοδικείου. xyxy=(1336,682,1534,714)
telegram-title: ΤΗΛΕΓΡΑΦΙΚΗ ΔΙΑΜΑΡΤΥΡΙΑ xyxy=(690,358,899,374)
sports-paragraph: Μία ἀρκετὰ ἐνδιαφέρουσα συνάντησις θὰ λάβῃ χώραν τὴν πρωίαν τῆς Κυριακῆς ἐν τῷ σταδίῳ τοῦ Ἄρεως μεταξὺ τῶν ὁμάδων Βύρωνος καὶ Ἀετοῦ. xyxy=(296,359,481,401)
new-leaves-paragraph: Χατζηδιάκου Ἐλευθερίου Ξηρὸς (Γκαλαλίμνη) δὲν συμπεριλαμβάνεται. xyxy=(1125,253,1323,275)
silk-ad-line2: ΕΡΓΟΣΤΑΣΙΑ ΜΕΤΑΞΩΤΩΝ ΥΦΑΣΜΑΤΩΝ xyxy=(96,769,253,779)
refugee-notice-title: ΔΙΑ ΤΟΥΣ ΑΚΤΗΜΟΝΑΣ xyxy=(1154,344,1295,358)
flour-text: Ἄλευρα πρῶτα 9.40–9.60. Δεύτερα 8.60–8.80. Τρίτα 8.00–8.20. xyxy=(1125,1406,1323,1427)
classified-ad: ΖΗΤΕΙΤΑΙ γυνὴ ἐργατικὴ διὰ οἰκιακὰς ἐργασίας. Πληροφορίαι ὁδὸς Ἁγ. Σοφίας 40. xyxy=(66,601,283,622)
legumes-title: ΟΣΠΡΙΑ xyxy=(1200,1347,1248,1361)
sports-paragraph: ποκλες, Β. Μαλιοχούσης, Α. Ἀγγελόπουλος. xyxy=(488,233,673,254)
new-leaves-paragraph: Α' ὁδὸς Λόφοι 3,57. Μεταλλείων Θεοδ. Κολυμπαρίου. Δὲν συμπεριλαμβάνεται. xyxy=(1125,204,1323,225)
commerce-text xyxy=(916,1170,1114,1251)
price-item-title: ΣΑΚΧΑΡΙΣ xyxy=(1404,872,1466,886)
sports-columns xyxy=(296,231,673,405)
column-3 xyxy=(680,100,910,2175)
workers-aid-text: Ἡ διὰ προσφοράς ἀρωγῆς πρὸς τοὺς ἀπόρους ἐργάτας ἐπιτροπὴ ἀνακοινοῖ ὅτι ἡ διανομὴ τῶν βοηθημάτων θὰ γίνῃ τὴν Κυριακὴν εἰς τὰ γραφεῖα τοῦ Ἐργατικοῦ Κέντρου. (Ἐκ τοῦ Γραφείου) xyxy=(916,855,1114,908)
news-item-title: Η ΕΛΛΕΙΨΙΣ ΓΑΛΑΚΤΟΣ xyxy=(1365,570,1505,584)
refugee-notice-text: Ἐνεκρίθη παρὰ τῆς Ἐπιτροπῆς ἡ χορήγησις δανείου εἰς τοὺς πρόσφυγας γεωργοὺς πρὸς ἀγορὰν σπόρων καὶ ζώων διὰ τὴν καλλιέργειαν τῶν ἀγρῶν των. xyxy=(1125,614,1323,656)
date-month: ΟΚΤΩΒΡΙΟΥ xyxy=(226,173,283,183)
film-ad-next: Τὴν Δευτέραν xyxy=(146,1095,203,1105)
invitation-section xyxy=(296,544,484,759)
commodity-prices xyxy=(1336,872,1534,1037)
classifieds-header: ΜΙΚΡΑΙ ΑΓΓΕΛΙΑΙ xyxy=(66,401,283,432)
news-item-text: Οἱ κάτοικοι τῆς Ἄνω Πόλεως παραπονοῦνται διὰ τὴν ἔλλειψιν φωτισμοῦ εἰς τὰς ὁδοὺς τῆς συνοικίας. xyxy=(1336,437,1534,468)
boxing-text xyxy=(296,429,481,506)
sports-logo: ΑΘΛΗΤΙΣΜΟΣ xyxy=(296,100,673,182)
refugee-notice-title: ΔΙΑ ΤΟΥΣ ΣΥΝΕΤΑΙΡΙΣΜΟΥΣ xyxy=(1139,738,1309,752)
paper-nameplate xyxy=(66,106,283,152)
liberals-club-title: ΛΕΣΧΗ ΦΙΛΕΛΕΥΘΕΡΩΝ ΘΕΣ/ΝΙΚΗΣ xyxy=(1126,815,1324,847)
sports-paragraph: Αὔριον τὸ ἀπόγευμα ἐν τῷ σταδίῳ τοῦ Ἄρεως θὰ λάβῃ χώραν ἕνας ἐκ τῶν ὡραιοτέρων ἀγώνων ποδοσφαίρου μεταξὺ τῶν ὁμάδων Ἀρης — Μ. Ἀλέξανδρος. xyxy=(296,233,481,275)
expo-text: Γνωστὸν ποιεῖται εἰς τοὺς ἐκ τοῦ ἐπαγγελματικοῦ κόσμου τοῦ δημοσίου ὅτι κατὰ τὴν διάρκειαν τῆς Ἐκθέσεως τὰ γραφεῖα τῆς Ἐκθέσεως θὰ εἶναι ἀνοικτὰ ἀπὸ πρωίας. Ἐν Θεσσαλονίκῃ τῇ 5 Ὀκτωβρίου 1928. Ἡ Ἐκτελεστικὴ Ἐπιτροπὴ III Διεθνοῦς Ἐκθέσεως xyxy=(66,334,283,397)
boxing-paragraph: Ἡ Ἐπιτροπὴ τῆς Ἑνώσεως ὅρισε τοὺς κριτὰς τῶν ἀγώνων κ.κ. Α. Κυρίτσην, Γ. Ἀθανασιάδην καὶ Κ. Ζωγράφον. xyxy=(296,474,481,506)
exchange-rate: 40.50 xyxy=(1089,1121,1114,1132)
workers-row xyxy=(916,809,1323,1004)
workers-aid-title: ΕΡΓΑΤΙΚΗ ΒΟΗΘΕΙΑ xyxy=(932,815,1098,834)
exchange-currency: Λίρα Τουρκ. xyxy=(916,1121,968,1132)
news-item-text: Ἐπιτροπὴ ἐκ τῶν κατοίκων τῆς συνοικίας προσῆλθεν εἰς τὸν Δήμαρχον ζητοῦσα τὴν κατασκευὴν νέου ὑδραγωγείου. xyxy=(1336,330,1534,362)
silk-ad-line3: Σ. ΒΑΜΒΑΚΑΣ ΠΡΟΣ. Ε. ΘΑ ΧΟΥΡΔΥΡΕΜΗ xyxy=(92,808,257,818)
king-george-ad xyxy=(916,913,1114,998)
news-item-text: Τὸ Δημοτικὸν Συμβούλιον συνεδρίασεν ἐχθὲς καὶ ἐνέκρινε τὸν προϋπολογισμὸν τοῦ προσεχοῦς ἔτους. xyxy=(1336,224,1534,256)
exchange-row xyxy=(916,1132,1114,1143)
masthead xyxy=(60,70,1540,96)
invitation-title: ΠΡΟΣΚΛΗΣΙΣ xyxy=(332,549,441,568)
news-item-title: Ο ΚΥΚ ΥΡΧΑΙΟΛΟΓΟΣ xyxy=(1369,527,1501,541)
classified-ad: ΖΗΤΟΥΝΤΑΙ καθαροὶ πράκτορες κατὰ προτίμησιν ἐπαγγελματίαι ὡς ἀντιπρόσωποι εἰς ὅλας τὰς πόλεις τῆς Μακεδονίας. Πληροφορίαι εἰς τὸ γραφεῖον τῆς ἐφημερίδος. xyxy=(66,435,283,477)
new-leaves-text xyxy=(916,241,1114,395)
dancing-ad-date: ΣΑΒΒΑΤΟΝ 6 Ὀκτωβρίου ὥρα 10 μ.μ. xyxy=(349,1099,620,1115)
news-item-title: ΠΡΟΣ ΤΟΥΣ ΑΓΡΟΤΙΚΟΥΣ xyxy=(1358,719,1511,733)
dancing-ad-venue: ΛΕΥΚΟΣ ΠΥΡΓΟΣ xyxy=(363,1069,606,1100)
news-item-text: Συνιστᾶται εἰς τοὺς ἀγρότας ὅπως προμηθευτοῦν ἐγκαίρως τοὺς σπόρους. xyxy=(1336,735,1534,756)
dancing-ad-dansant: ΜΕΓΑΛΗ ΑΠΟΓΕΥΜΑΤΙΝΗ & THE DANSANT xyxy=(390,1172,579,1182)
classified-ad: ΖΗΤΟΥΝΤΑΙ ὀργανισταὶ διὰ ὀρχήστραν. Πληροφορίαι ὁδὸς Ἐγνατίας 49. xyxy=(66,551,283,573)
refugee-notice-text: Ἐνεκρίθη παρὰ τῆς Ἐπιτροπῆς ἡ χορήγησις δανείου εἰς τοὺς πρόσφυγας γεωργοὺς πρὸς ἀγορὰν σπόρων καὶ ζώων διὰ τὴν καλλιέργειαν τῶν ἀγρῶν των. xyxy=(1125,550,1323,593)
deligiannakis-name: ΙΩΑΝ. ΔΕΛΗΓΙΑΝΝΑΚΗΣ xyxy=(1349,810,1521,826)
coop-tax-text: Ἐκ τοῦ Ὑπουργείου Οἰκονομικῶν ἐξεδόθη ἐγκύκλιος περὶ τῆς φορολογίας τῶν γεωργικῶν συνεταιρισμῶν, κατὰ τὴν ὁποίαν οὗτοι ἀπαλλάσσονται τοῦ φόρου εἰσοδήματος. xyxy=(1125,1133,1323,1186)
news-item-text: Μεταμεσημβρινῶς ἐπισκέφθη τὸ Μουσεῖον ὁ ἀρχαιολόγος καθηγητὴς κ. Σωτηριάδης. xyxy=(1336,543,1534,564)
municipal-paragraph: Ἀντικειμένου καὶ εἰς τὴν Σύνδεσιν καὶ εἰς τὸν τύπον ὅσα ἀναγράφονται ἐπὶ τοῦ ζητήματος τῆς ἀποχετεύσεως τῆς πόλεως ὁ Δῆμος ὀφείλει νὰ ἀποκαταστήσῃ τὴν ἀλήθειαν. xyxy=(686,144,903,186)
price-item-text: Ἐλαιόλαδον Καλάμας 26.00–27.00. Κρήτης 25.00–26.00. Μυτιλήνης 27.00–28.00. xyxy=(1336,1016,1534,1037)
pao-paragraph: Ὁ ΠΑΟΚ τοὺς ποδοσφαιριστὰς τῆς πρώτης ὁμάδος θὰ συγκεντρωθοῦν αὔριον τὸ πρωὶ εἰς τὰ γραφεῖα τοῦ Συλλόγου. xyxy=(488,429,673,460)
king-george-text: Λεωφόρος Βασιλέως Γεωργίου παραλιακὸν κινηματογράφον «Ἀθήναιον». Μὲ τὸ νέον του πρόγραμμα. Αἱ παραστάσεις ἀρχίζουν ἀπὸ τὴν 6ην μ.μ. xyxy=(922,946,1107,988)
paper-name: ΜΑΚΕΔΟΝΙΑ xyxy=(112,112,236,133)
new-leaves-title: ΝΕΑ ΦΥΛΛΑ ΤΟΥ ΣΥΜΠΛΗΡΩΜΑΤΙΚΟΥ xyxy=(939,208,1091,238)
exchange-commentary: Σεισμοὶ 88 σεντ. Ἐπὶ τῶν κύριων χρηματιστηρίων τὸ κλίμα παρέμεινεν ἀμετάβλητον. Ἐσημειώθησαν συναλλαγαὶ ἐπὶ μετοχῶν Ἐθνικῆς Τραπέζης. xyxy=(1125,1057,1323,1099)
expo-title: ΙΙΙ ΔΙΕΘΝΗΣ ΕΚΘΕΣΙΣ xyxy=(87,294,262,313)
sports-columns-2 xyxy=(296,405,673,535)
news-item-title: Η ΔΙΚΗ ΤΟΥ ΦΑΛΟΓΡΟΥ xyxy=(1363,666,1507,680)
exchange-rate: 4.08 xyxy=(1094,1110,1114,1121)
exchange-row xyxy=(916,1088,1114,1099)
silk-ad-note: Παρακαλεῖται ἕκαστος νὰ ζητεῖ κατάλογον μὲ τὴν Ἐκθεσίν μας. xyxy=(76,905,273,927)
aspirin-ad-more: κατὰ τοῦ πονοκεφάλου, τῆς ἡμικρανίας, τῶν πόνων τῶν ὀδόντων, τῶν ῥευματισμῶν, νευραλγίας, καὶ κατὰ τῶν ἀποτελεσμάτων τοῦ κρυολογήματος. xyxy=(461,836,664,878)
dancing-ad-program: Μὲ πρωτοφανῆ νούμερα καὶ διάφορες ἀτραξιόνες xyxy=(384,1144,585,1154)
classifieds-list xyxy=(66,436,283,743)
municipal-paragraph: Ἡ μελέτη ὑπεβλήθη εἰς τὸ Ὑπουργεῖον καὶ ἐγκρίθη. Αἱ ἐργασίαι θὰ ἀρχίσουν μόλις ληφθῇ ἡ ἔγκρισις τοῦ δανείου. xyxy=(686,235,903,267)
pao-paragraph: Ἡ Ἀθλητικὴ Ἕνωσις ἐνέκρινε τὰ ἀποτελέσματα τῶν ἀγώνων τῆς παρελθούσης ἑβδομάδος. xyxy=(488,499,673,531)
commerce-paragraph: Ἡ ἀγορὰ καπνῶν παρουσιάζει ἠρεμίαν. Αἱ τιμαὶ τῶν καπνῶν ἀνῆλθον ἐλαφρῶς κατὰ τὰς τελευταίας ἡμέρας. xyxy=(916,1194,1114,1226)
ads-note-text: δέχονται πρὸς δημοσίευσιν εἰς τὸ Γραφεῖον Διαχειρίσεως τοῦ Κ. Μ. Λαμπαδάκη, Στοὰ 'Αγ. Μηνᾶ xyxy=(71,248,278,279)
doctor-specialty: ΙΑΤΡΟΣ – ΠΑΘΟΛΟΓΟΣ xyxy=(742,839,847,850)
new-leaves-paragraph: Οἱ ἐνδιαφερόμενοι δύνανται νὰ προσέλθουν εἰς τὰ γραφεῖα τῆς Ἐπιτροπῆς Ἀποκαταστάσεως Προσφύγων πρὸς παραλαβὴν τῶν τίτλων των. xyxy=(916,353,1114,395)
new-leaves-paragraph: Κάτω Χαρμάνκιοϊ (Χ. Ακμάδιος), Κρημνοβάρδα, Καλαμαριά, Νέα Κρήνη, Νέα Ἐλβετία, Σταυρούπολις, Νεάπολις, Πυλαία, Κηφισιά, Ἀμπελόκηποι, Κάτω Τούμπα, Ἄνω Τούμπα, Χαριλάου, Νέα Ἑλλάς, Κατσάμπας, Βασιλικά, Νέα Ραιδεστός, Ὡραιόκαστρον, Λητή. xyxy=(916,276,1114,349)
sports-paragraph: Οἱ ἀθλητικοὶ σύλλογοι τῆς πόλεως καλοῦνται ὅπως ἀποστείλουν τὰς δηλώσεις των μέχρι τῆς προσεχοῦς Τρίτης. xyxy=(488,317,673,349)
municipal-announcement-title: ΑΝΑΚΟΙΝΩΣΙΣ ΤΟΥ ΔΗΜΟΥ xyxy=(697,104,892,119)
sports-paragraph: Ἐπειδὴ ἀμφότεραι αἱ ὁμάδες ἐπιθυμοῦν νὰ ἐπιδείξουν τὴν δύναμιν των ἀναμένεται συγκινητικὸς ἀγών. xyxy=(296,278,481,310)
silk-ad-items: Φουλάρια. Κρέπ Μαροκαίν. Κρέπ Ντε Σίν. Κρεπ Ζωρζέτ. Κρέπ Σατέν. Κρέπ Πολιτίκ. Σατέν Λιμπερτύ. Κρέπ Τιγρέ. Ποπλίν. Φλανέλλες. Κασμήρ. Μουσελίνες. xyxy=(76,830,273,872)
